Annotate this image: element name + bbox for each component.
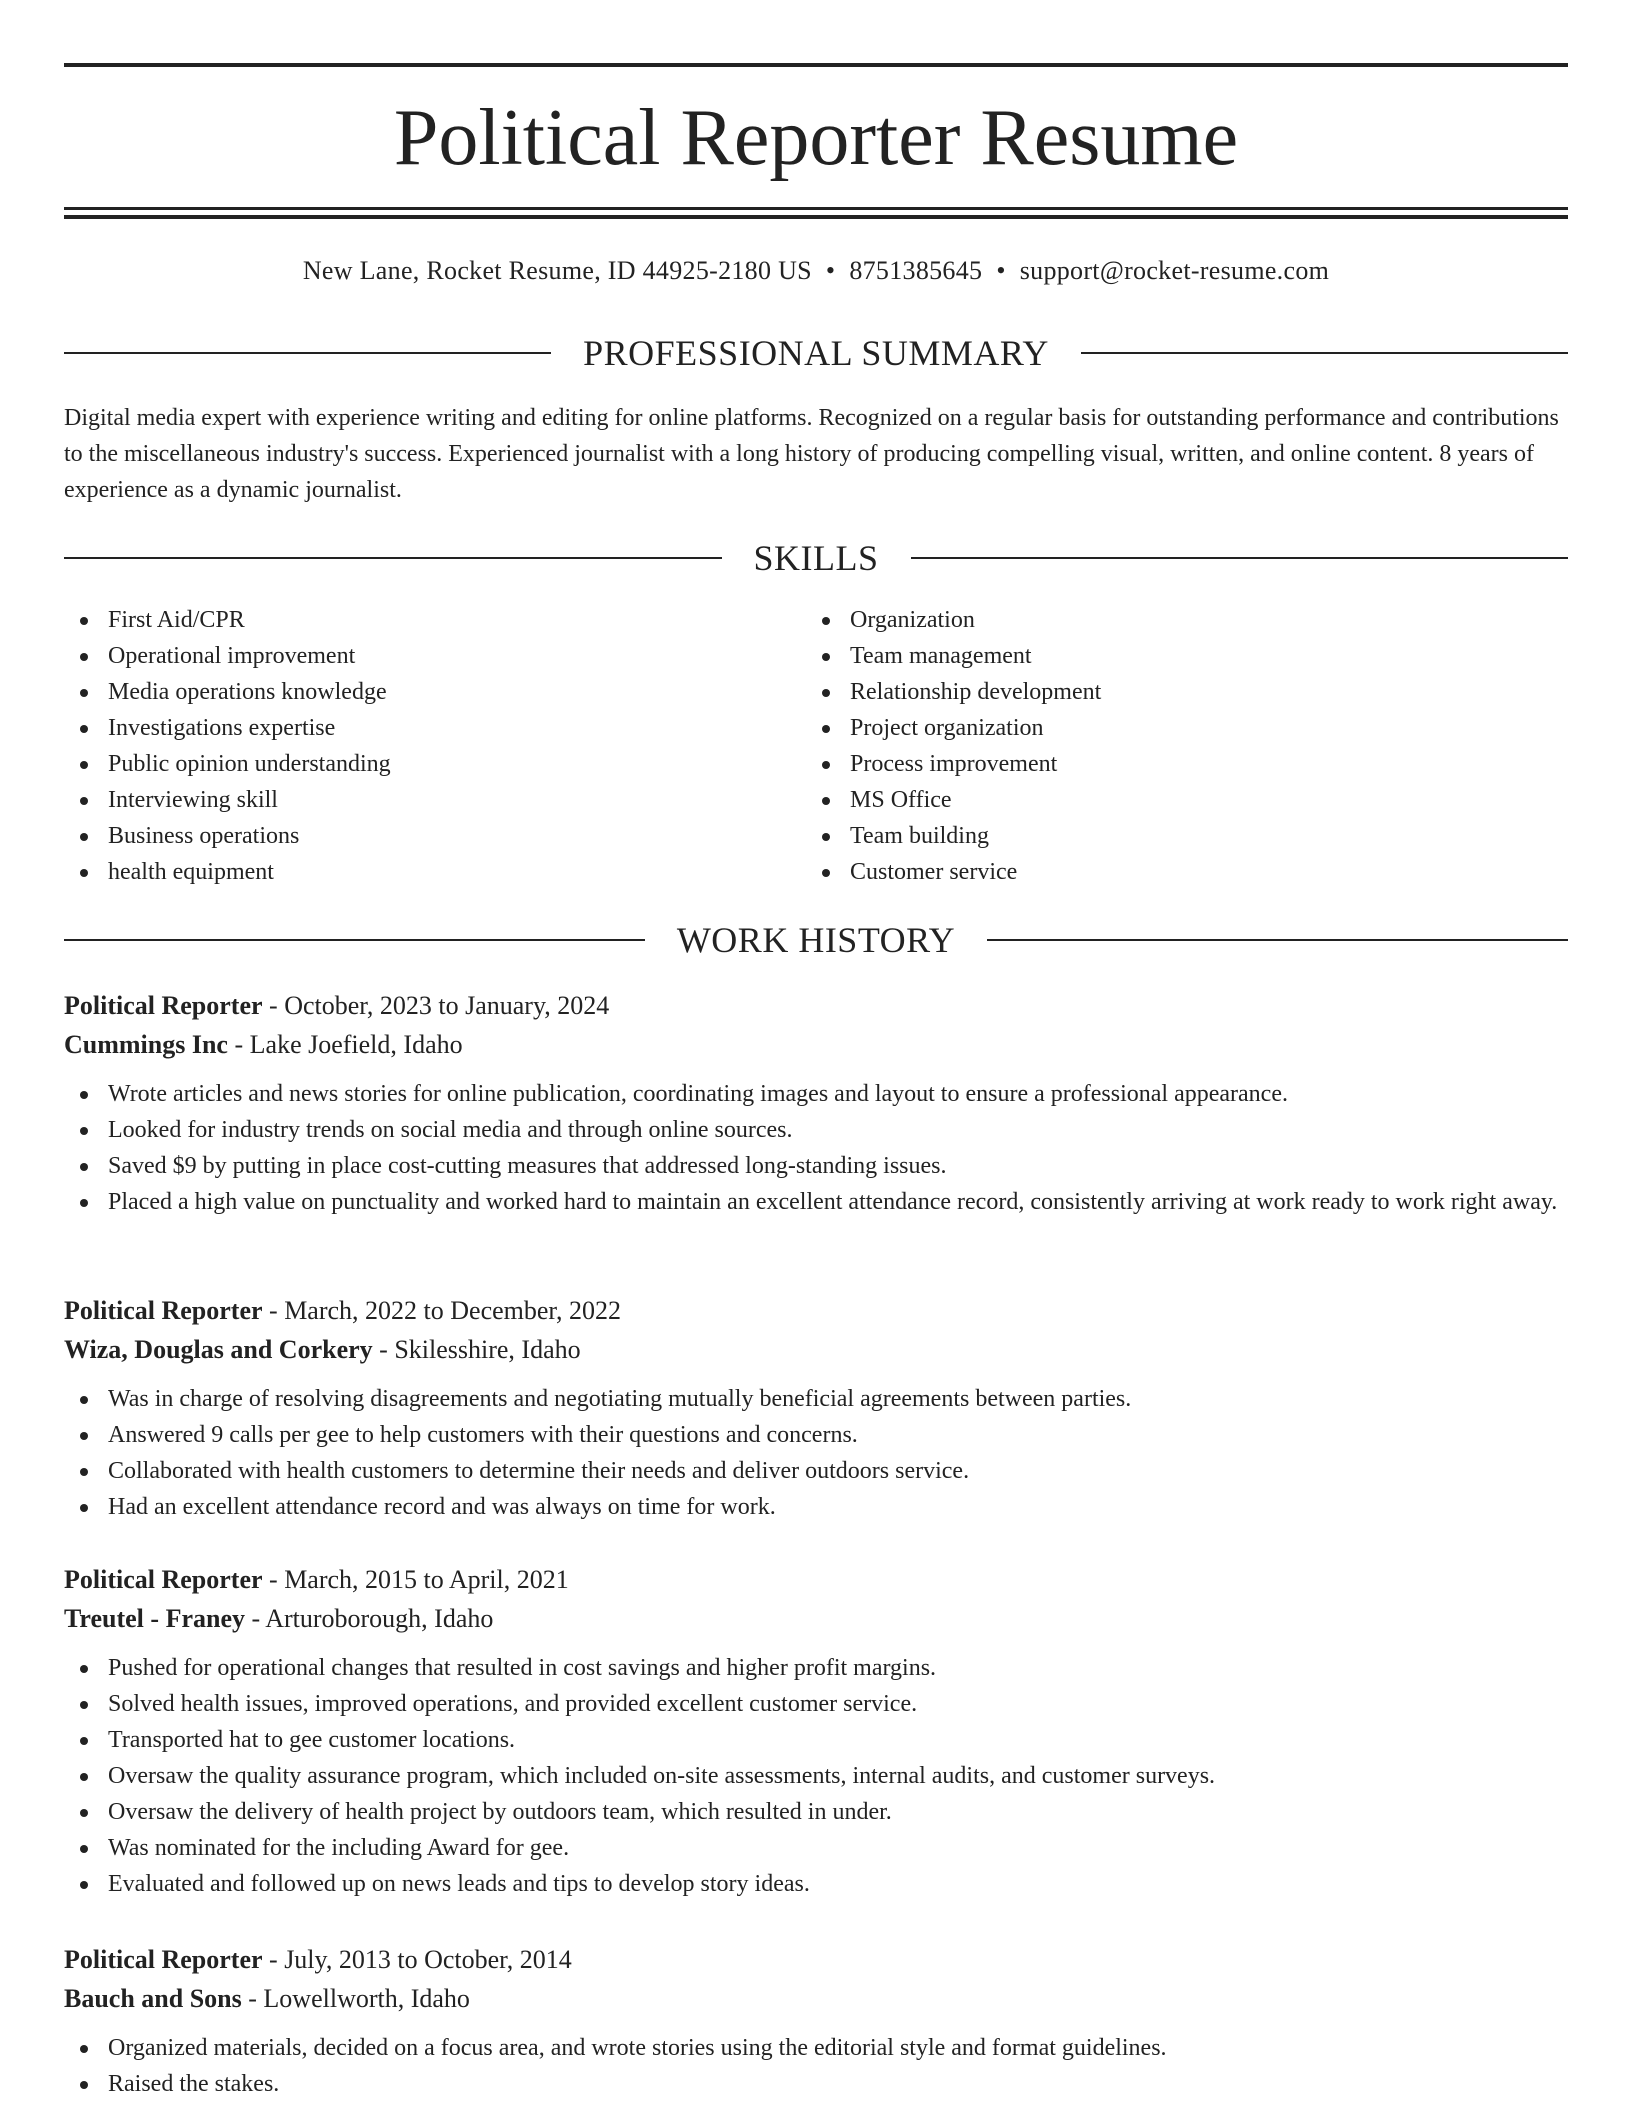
section-rule xyxy=(64,352,551,354)
job-title: Political Reporter xyxy=(64,991,263,1020)
job-dates: - July, 2013 to October, 2014 xyxy=(262,1945,572,1974)
section-heading-label: SKILLS xyxy=(753,538,879,578)
contact-separator: • xyxy=(825,256,836,285)
job-title: Political Reporter xyxy=(64,1296,263,1325)
job-entry xyxy=(64,1560,1568,1902)
skill-item: First Aid/CPR xyxy=(64,602,806,638)
section-rule xyxy=(1081,352,1568,354)
duty-item: Oversaw the delivery of health project by outdoors team, which resulted in under. xyxy=(64,1794,1568,1830)
job-company-row xyxy=(64,1330,1568,1369)
job-location: - Lake Joefield, Idaho xyxy=(227,1030,463,1059)
section-rule xyxy=(64,939,645,941)
duty-item: Solved health issues, improved operations, and provided excellent customer service. xyxy=(64,1686,1568,1722)
skill-item: Interviewing skill xyxy=(64,782,806,818)
duty-item: Raised the stakes. xyxy=(64,2066,1568,2102)
job-company: Treutel - Franey xyxy=(64,1604,245,1633)
duty-item: Organized materials, decided on a focus area, and wrote stories using the editorial style and format guidelines. xyxy=(64,2030,1568,2066)
header-double-rule-upper xyxy=(64,207,1568,210)
job-company-row xyxy=(64,1025,1568,1064)
job-dates: - March, 2015 to April, 2021 xyxy=(262,1565,569,1594)
contact-line xyxy=(64,253,1568,289)
skill-item: Relationship development xyxy=(806,674,1548,710)
section-heading-summary xyxy=(64,331,1568,375)
job-title-row xyxy=(64,1291,1568,1330)
job-duties xyxy=(64,2030,1568,2102)
job-location: - Lowellworth, Idaho xyxy=(241,1984,470,2013)
job-title-row xyxy=(64,1940,1568,1979)
duty-item: Was nominated for the including Award for gee. xyxy=(64,1830,1568,1866)
job-entry xyxy=(64,1291,1568,1525)
skill-item: Operational improvement xyxy=(64,638,806,674)
job-duties xyxy=(64,1650,1568,1902)
duty-item: Had an excellent attendance record and was always on time for work. xyxy=(64,1489,1568,1525)
job-company: Cummings Inc xyxy=(64,1030,228,1059)
job-location: - Arturoborough, Idaho xyxy=(244,1604,494,1633)
summary-text: Digital media expert with experience writing and editing for online platforms. Recognized on a regular basis for outstanding performance and contributions to the miscellaneous industry's success. Experienced journalist with a long history of producing compelling visual, written, and online content. 8 years of experience as a dynamic journalist. xyxy=(64,405,1559,503)
contact-phone: 8751385645 xyxy=(849,256,983,285)
job-company-row xyxy=(64,1979,1568,2018)
section-rule xyxy=(911,557,1569,559)
job-dates: - October, 2023 to January, 2024 xyxy=(262,991,610,1020)
skills-column-left xyxy=(64,602,806,890)
skill-item: Team management xyxy=(806,638,1548,674)
skills-list xyxy=(64,602,1568,890)
job-location: - Skilesshire, Idaho xyxy=(372,1335,581,1364)
skill-item: Business operations xyxy=(64,818,806,854)
duty-item: Answered 9 calls per gee to help customers with their questions and concerns. xyxy=(64,1417,1568,1453)
header-top-rule xyxy=(64,63,1568,67)
duty-item: Was in charge of resolving disagreements and negotiating mutually beneficial agreements between parties. xyxy=(64,1381,1568,1417)
page-title: Political Reporter Resume xyxy=(393,94,1239,182)
skills-column-right xyxy=(806,602,1548,890)
skill-item: health equipment xyxy=(64,854,806,890)
job-title-row xyxy=(64,1560,1568,1599)
duty-item: Transported hat to gee customer locations. xyxy=(64,1722,1568,1758)
job-company: Wiza, Douglas and Corkery xyxy=(64,1335,373,1364)
duty-item: Evaluated and followed up on news leads and tips to develop story ideas. xyxy=(64,1866,1568,1902)
contact-address: New Lane, Rocket Resume, ID 44925-2180 US xyxy=(302,256,812,285)
skill-item: Process improvement xyxy=(806,746,1548,782)
job-company-row xyxy=(64,1599,1568,1638)
job-duties xyxy=(64,1076,1568,1220)
skill-item: Investigations expertise xyxy=(64,710,806,746)
job-company: Bauch and Sons xyxy=(64,1984,242,2013)
skill-item: Media operations knowledge xyxy=(64,674,806,710)
duty-item: Pushed for operational changes that resulted in cost savings and higher profit margins. xyxy=(64,1650,1568,1686)
duty-item: Collaborated with health customers to determine their needs and deliver outdoors service. xyxy=(64,1453,1568,1489)
skill-item: Customer service xyxy=(806,854,1548,890)
job-entry xyxy=(64,986,1568,1220)
duty-item: Saved $9 by putting in place cost-cutting measures that addressed long-standing issues. xyxy=(64,1148,1568,1184)
job-dates: - March, 2022 to December, 2022 xyxy=(262,1296,622,1325)
section-rule xyxy=(64,557,722,559)
duty-item: Wrote articles and news stories for online publication, coordinating images and layout to ensure a professional appearance. xyxy=(64,1076,1568,1112)
skill-item: Public opinion understanding xyxy=(64,746,806,782)
section-heading-skills xyxy=(64,536,1568,580)
job-entry xyxy=(64,1940,1568,2102)
skill-item: Team building xyxy=(806,818,1548,854)
duty-item: Placed a high value on punctuality and worked hard to maintain an excellent attendance record, consistently arriving at work ready to work right away. xyxy=(64,1184,1568,1220)
skill-item: MS Office xyxy=(806,782,1548,818)
job-title-row xyxy=(64,986,1568,1025)
section-rule xyxy=(987,939,1568,941)
job-title: Political Reporter xyxy=(64,1565,263,1594)
skill-item: Organization xyxy=(806,602,1548,638)
duty-item: Oversaw the quality assurance program, which included on-site assessments, internal audits, and customer surveys. xyxy=(64,1758,1568,1794)
section-heading-work-history xyxy=(64,918,1568,962)
contact-separator: • xyxy=(996,256,1006,285)
section-heading-label: PROFESSIONAL SUMMARY xyxy=(583,333,1049,373)
header-double-rule-lower xyxy=(64,215,1568,219)
skill-item: Project organization xyxy=(806,710,1548,746)
section-heading-label: WORK HISTORY xyxy=(676,920,956,960)
contact-email: support@rocket-resume.com xyxy=(1019,256,1330,285)
duty-item: Looked for industry trends on social media and through online sources. xyxy=(64,1112,1568,1148)
job-duties xyxy=(64,1381,1568,1525)
job-title: Political Reporter xyxy=(64,1945,263,1974)
